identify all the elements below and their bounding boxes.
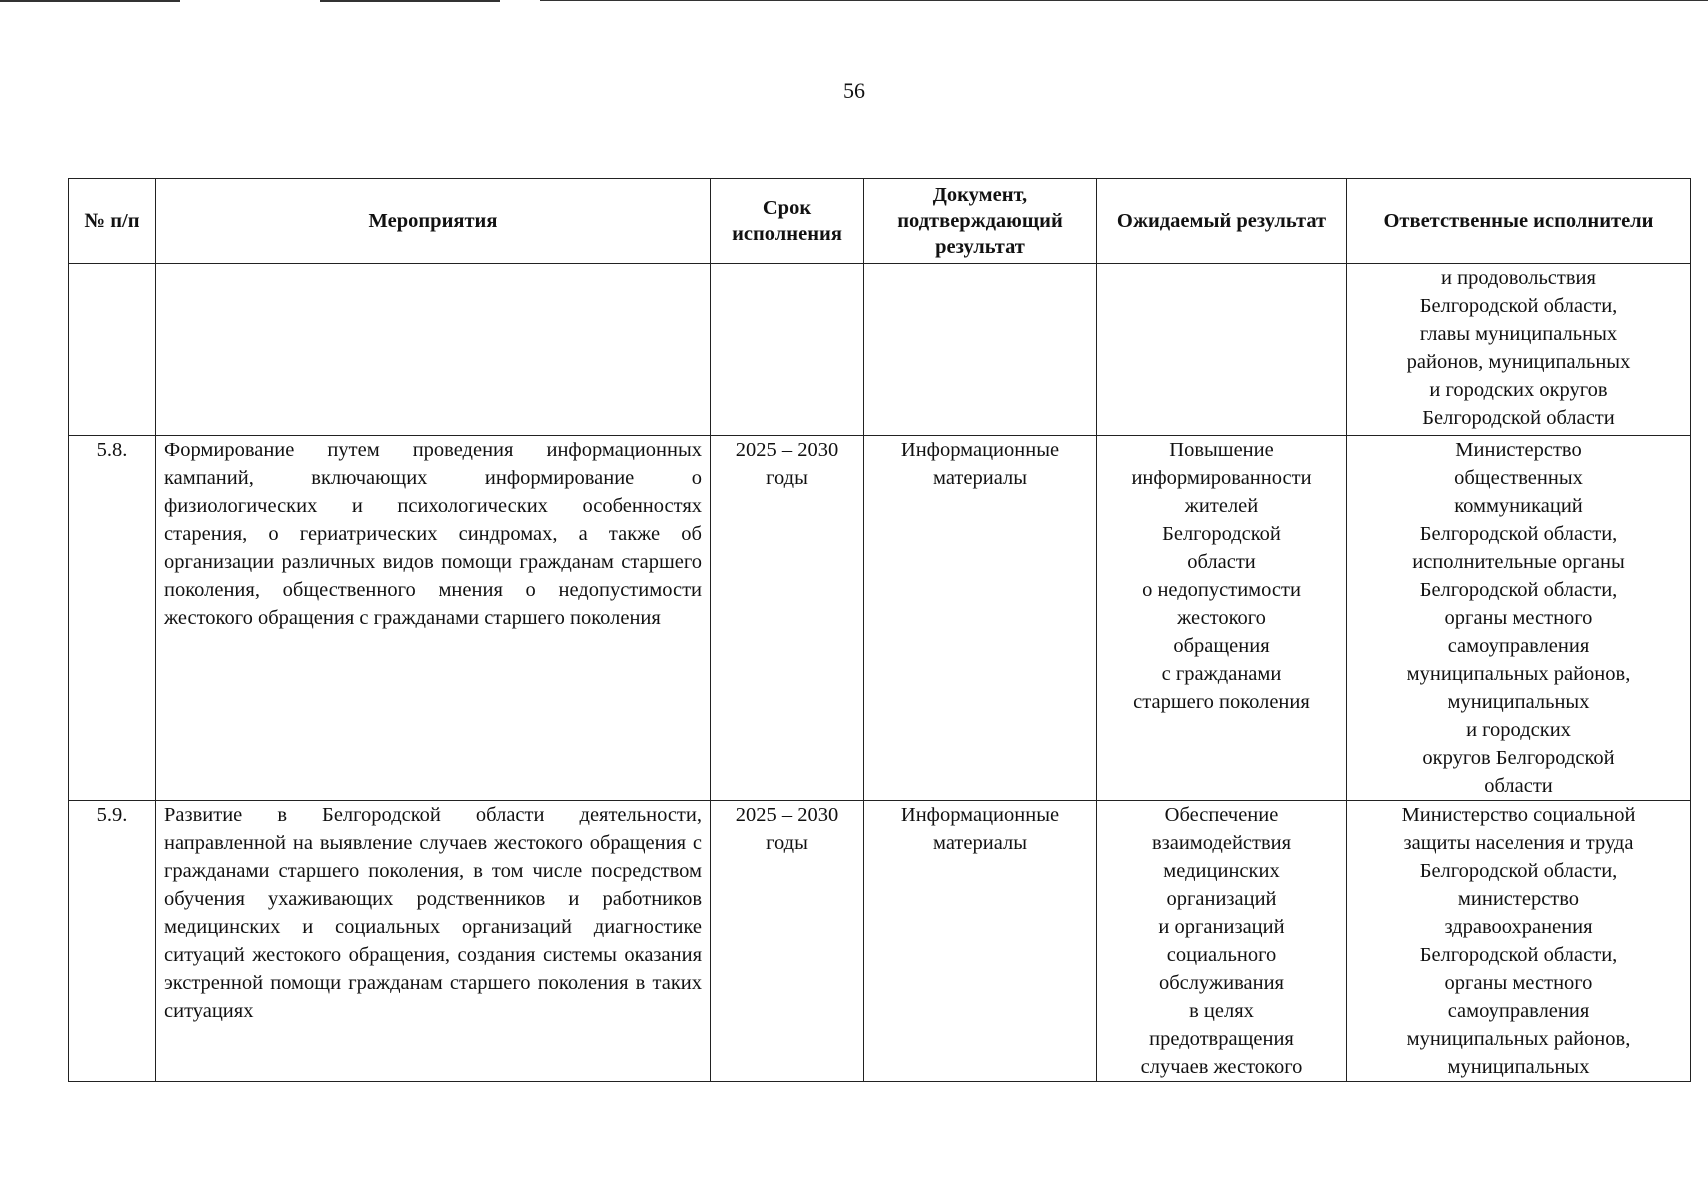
responsible-line: Белгородской области, xyxy=(1419,860,1618,882)
result-line: о недопустимости xyxy=(1142,579,1301,601)
result-line: медицинских xyxy=(1163,860,1280,882)
continuation-row xyxy=(69,264,1691,436)
responsible-line: самоуправления xyxy=(1447,635,1590,657)
header-result: Ожидаемый результат xyxy=(1097,179,1347,264)
row-document xyxy=(864,801,1097,1082)
responsible-line: муниципальных xyxy=(1447,1056,1590,1078)
row-deadline xyxy=(711,436,864,801)
table-row xyxy=(69,801,1691,1082)
responsible-line: Министерство социальной xyxy=(1401,804,1636,826)
activities-table xyxy=(68,178,1691,1082)
responsible-line: и городских xyxy=(1466,719,1571,741)
result-line: с гражданами xyxy=(1161,663,1282,685)
responsible-line: муниципальных xyxy=(1447,691,1590,713)
result-line: обращения xyxy=(1173,635,1270,657)
page-number: 56 xyxy=(843,78,865,103)
cont-responsible-line: Белгородской области xyxy=(1422,407,1615,429)
cont-responsible-line: и продовольствия xyxy=(1441,267,1596,289)
cont-num xyxy=(69,264,156,436)
responsible-line: коммуникаций xyxy=(1454,495,1583,517)
result-line: жестокого xyxy=(1177,607,1266,629)
document-line: Информационные xyxy=(900,439,1060,461)
cont-document xyxy=(864,264,1097,436)
cont-result xyxy=(1097,264,1347,436)
row-num: 5.9. xyxy=(69,801,156,1082)
row-document xyxy=(864,436,1097,801)
result-line: обслуживания xyxy=(1158,972,1284,994)
responsible-line: органы местного xyxy=(1444,972,1593,994)
row-activity: Развитие в Белгородской области деятельности, направленной на выявление случаев жестокого обращения с гражданами старшего поколения, в том числе посредством обучения ухаживающих родственников и работников медицинских и социальных организаций диагностике ситуаций жестокого обращения, создания системы оказания экстренной помощи гражданам старшего поколения в таких ситуациях xyxy=(156,801,711,1082)
result-line: предотвращения xyxy=(1149,1028,1294,1050)
responsible-line: муниципальных районов, xyxy=(1406,1028,1631,1050)
responsible-line: Белгородской области, xyxy=(1419,579,1618,601)
row-responsible xyxy=(1347,801,1691,1082)
document-line: Информационные xyxy=(900,804,1060,826)
result-line: случаев жестокого xyxy=(1140,1056,1303,1078)
responsible-line: исполнительные органы xyxy=(1412,551,1625,573)
cont-responsible-line: Белгородской области, xyxy=(1419,295,1618,317)
responsible-line: общественных xyxy=(1454,467,1583,489)
cont-deadline xyxy=(711,264,864,436)
document-line: материалы xyxy=(933,467,1027,489)
result-line: Белгородской xyxy=(1162,523,1281,545)
responsible-line: органы местного xyxy=(1444,607,1593,629)
row-result xyxy=(1097,436,1347,801)
deadline-line: годы xyxy=(766,467,808,489)
header-document: Документ, подтверждающий результат xyxy=(864,179,1097,264)
responsible-line: самоуправления xyxy=(1447,1000,1590,1022)
scan-edge-left xyxy=(0,0,180,2)
header-deadline: Срок исполнения xyxy=(711,179,864,264)
row-deadline xyxy=(711,801,864,1082)
table-header-row xyxy=(69,179,1691,264)
responsible-line: министерство xyxy=(1457,888,1580,910)
cont-responsible-line: главы муниципальных xyxy=(1419,323,1618,345)
result-line: и организаций xyxy=(1158,916,1285,938)
row-num: 5.8. xyxy=(69,436,156,801)
cont-responsible-line: и городских округов xyxy=(1429,379,1608,401)
result-line: Повышение xyxy=(1169,439,1274,461)
table-row xyxy=(69,436,1691,801)
responsible-line: Белгородской области, xyxy=(1419,523,1618,545)
responsible-line: округов Белгородской xyxy=(1422,747,1615,769)
responsible-line: здравоохранения xyxy=(1444,916,1593,938)
cont-activity xyxy=(156,264,711,436)
cont-responsible xyxy=(1347,264,1691,436)
header-activity: Мероприятия xyxy=(156,179,711,264)
responsible-line: муниципальных районов, xyxy=(1406,663,1631,685)
result-line: в целях xyxy=(1189,1000,1254,1022)
result-line: старшего поколения xyxy=(1133,691,1310,713)
header-responsible: Ответственные исполнители xyxy=(1347,179,1691,264)
row-responsible xyxy=(1347,436,1691,801)
deadline-line: 2025 – 2030 xyxy=(735,804,839,826)
row-activity: Формирование путем проведения информационных кампаний, включающих информирование о физиологических и психологических особенностях старения, о гериатрических синдромах, а также об организации различных видов помощи гражданам старшего поколения, общественного мнения о недопустимости жестокого обращения с гражданами старшего поколения xyxy=(156,436,711,801)
scan-edge-mid xyxy=(320,0,500,2)
document-line: материалы xyxy=(933,832,1027,854)
header-num: № п/п xyxy=(69,179,156,264)
result-line: Обеспечение xyxy=(1164,804,1279,826)
result-line: взаимодействия xyxy=(1151,832,1292,854)
scan-edge-right xyxy=(540,0,1708,1)
responsible-line: области xyxy=(1484,775,1553,797)
row-result xyxy=(1097,801,1347,1082)
result-line: информированности xyxy=(1131,467,1312,489)
deadline-line: годы xyxy=(766,832,808,854)
responsible-line: Министерство xyxy=(1455,439,1582,461)
result-line: жителей xyxy=(1184,495,1259,517)
responsible-line: защиты населения и труда xyxy=(1403,832,1634,854)
deadline-line: 2025 – 2030 xyxy=(735,439,839,461)
result-line: области xyxy=(1187,551,1256,573)
cont-responsible-line: районов, муниципальных xyxy=(1406,351,1631,373)
result-line: социального xyxy=(1166,944,1277,966)
result-line: организаций xyxy=(1166,888,1277,910)
responsible-line: Белгородской области, xyxy=(1419,944,1618,966)
